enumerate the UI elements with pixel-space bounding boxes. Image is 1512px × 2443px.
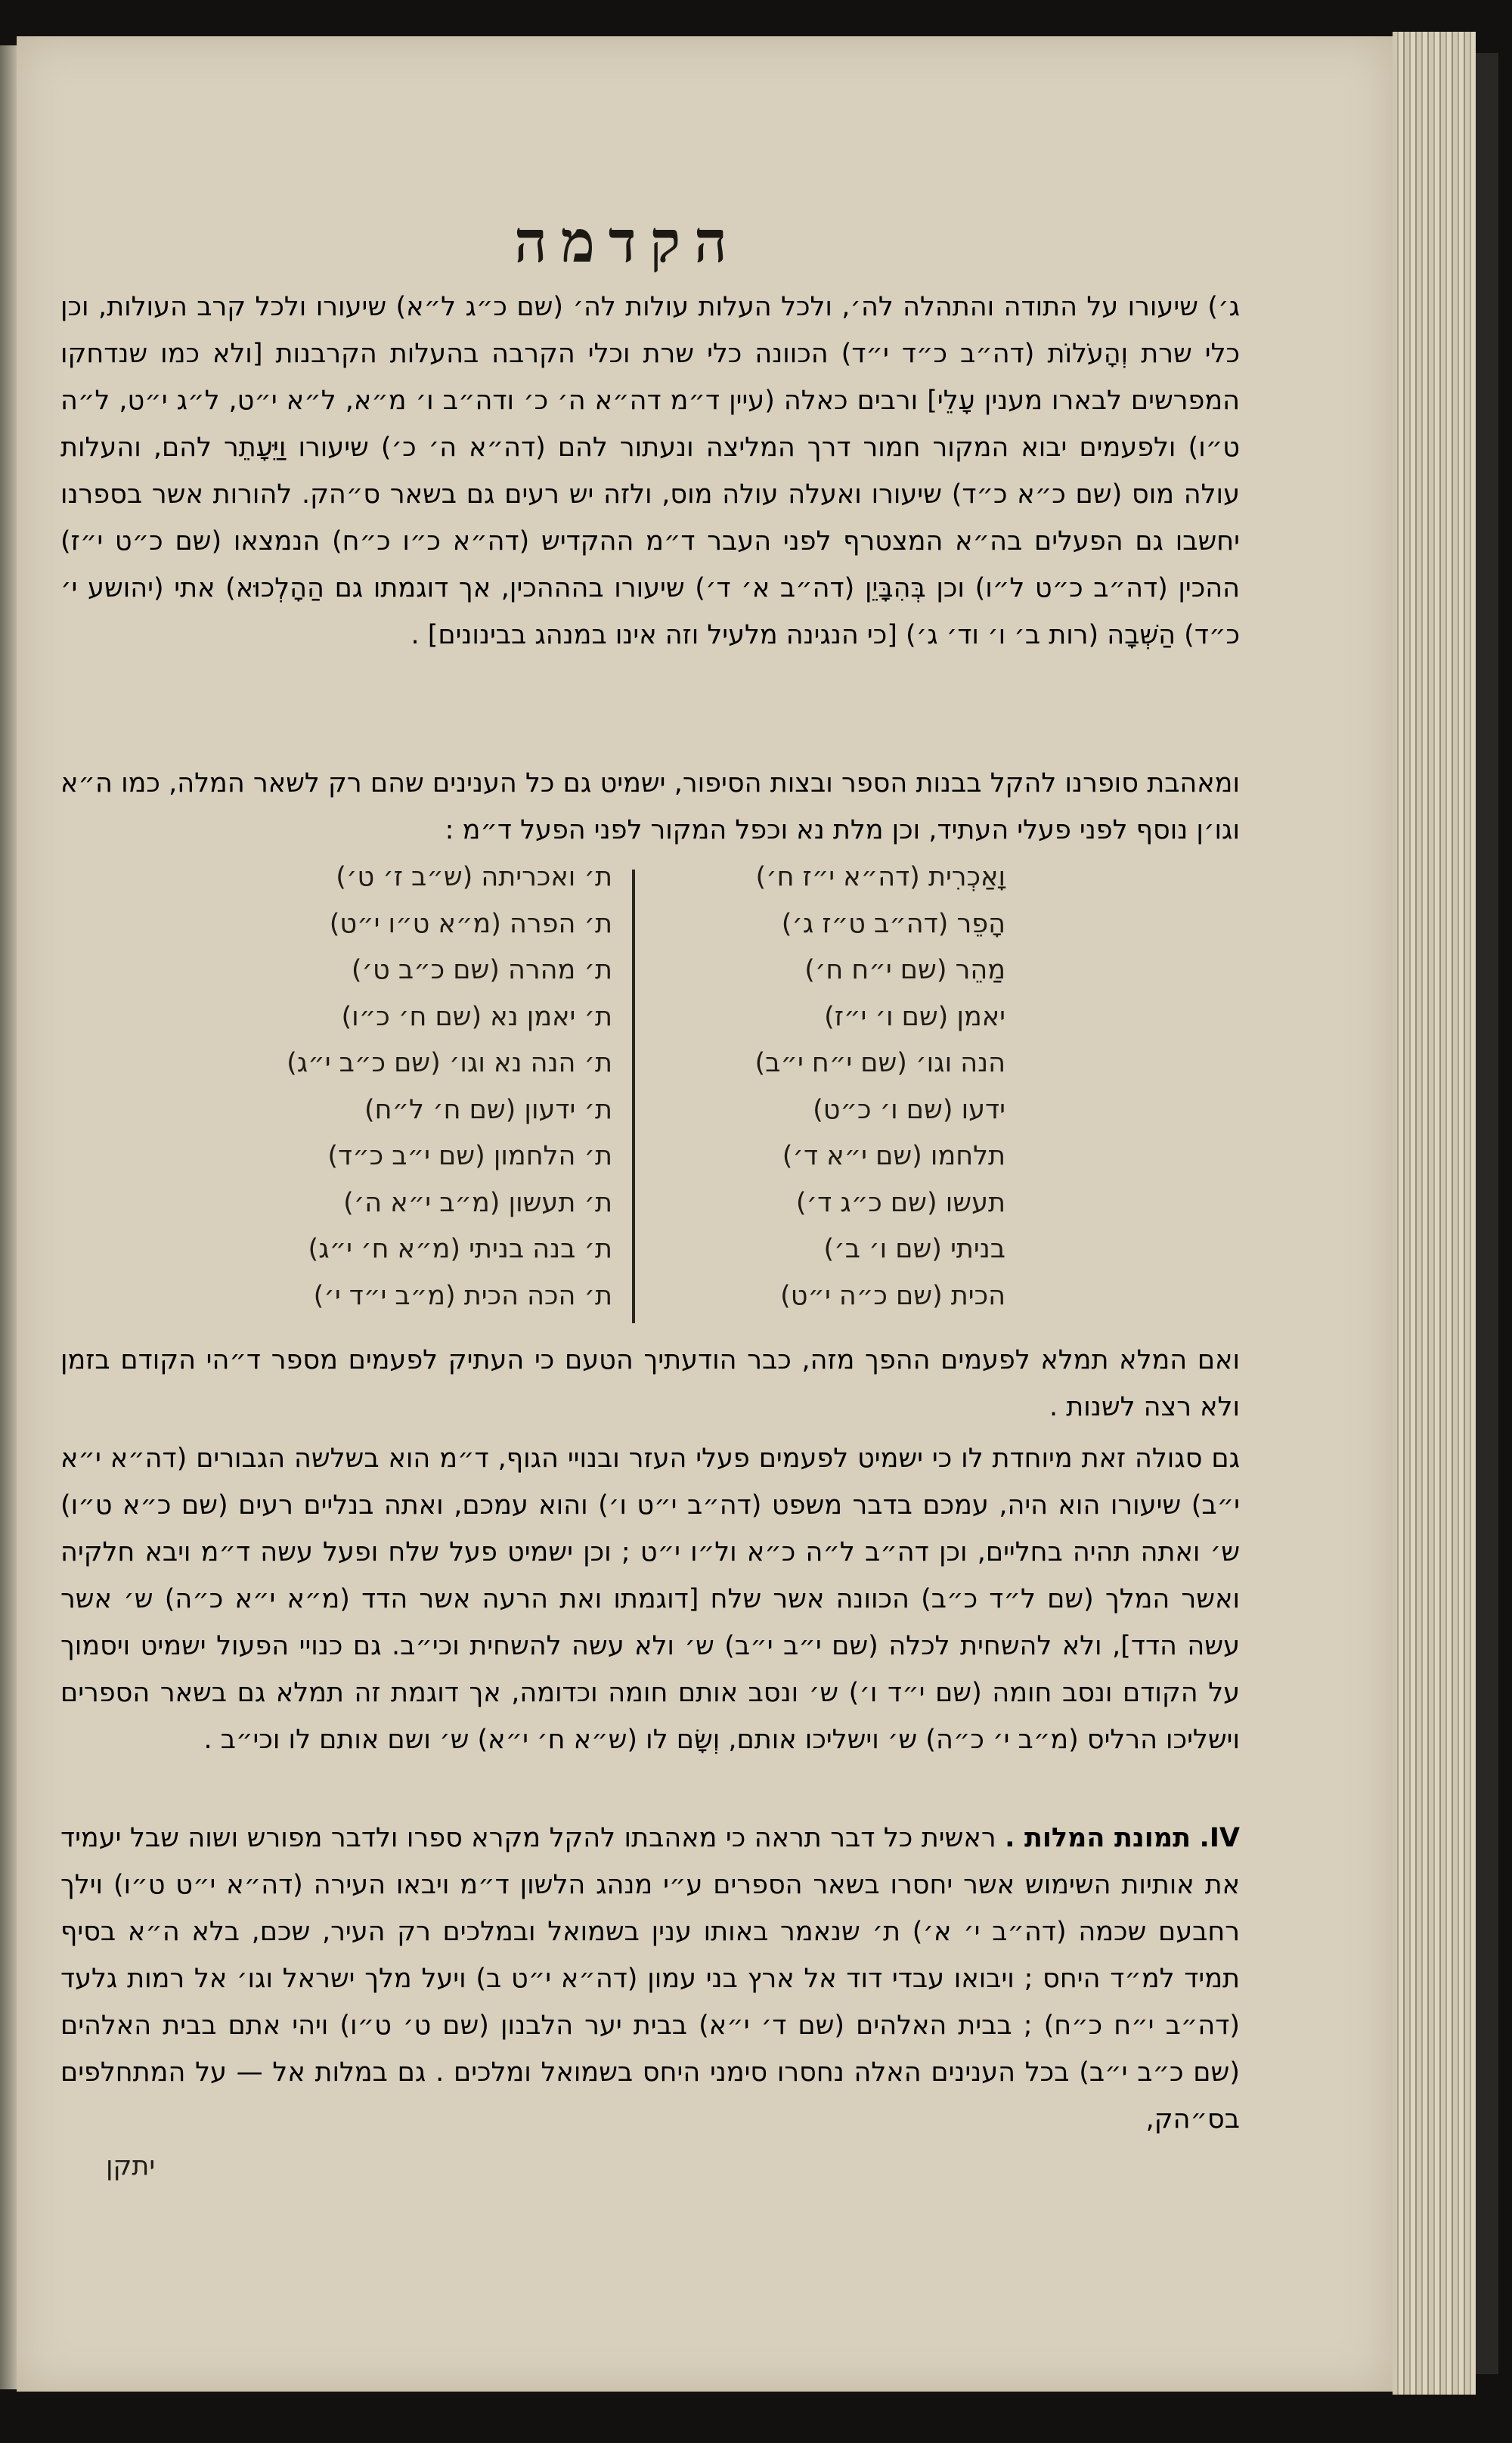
book-spine xyxy=(0,45,17,2389)
example-left-row: ת׳ הלחמון (שם י״ב כ״ד) xyxy=(327,1141,612,1171)
section-heading: תמונת המלות . xyxy=(1005,1823,1191,1853)
examples-table xyxy=(280,854,1005,1331)
section-body: ראשית כל דבר תראה כי מאהבתו להקל מקרא ספרו ולדבר מפורש ושוה שבל יעמיד את אותיות השימוש אשר יחסרו בשאר הספרים ע״י מנהג הלשון ד״מ ויבאו העירה (דה״א י״ט ט״ו) וילך רחבעם שכמה (דה״ב י׳ א׳) ת׳ שנאמר באותו ענין בשמואל ובמלכים רק העיר, שכם, בלא ה״א בסיף תמיד למ״ד היחס ; ויבואו עבדי דוד אל ארץ בני עמון (דה״א י״ט ב) ויעל מלך ישראל וגו׳ אל רמות גלעד (דה״ב י״ח כ״ח) ; בבית האלהים (שם ד׳ י״א) בבית יער הלבנון (שם ט׳ ט״ו) ויהי אתם בבית האלהים (שם כ״ב י״ב) בכל הענינים האלה נחסרו סימני היחס בשמואל ומלכים . גם במלות אל — על המתחלפים בס״הק, xyxy=(60,1823,1240,2135)
example-right-row: הָפֵר (דה״ב ט״ז ג׳) xyxy=(781,908,1005,939)
catchword: יתקן xyxy=(106,2151,156,2181)
examples-column-right xyxy=(673,854,1005,1319)
example-left-row: ת׳ תעשון (מ״ב י״א ה׳) xyxy=(343,1187,612,1218)
example-left-row: ת׳ הנה נא וגו׳ (שם כ״ב י״ג) xyxy=(287,1048,612,1078)
paragraph-4 xyxy=(60,1435,1240,1763)
example-left-row: ת׳ הפרה (מ״א ט״ו י״ט) xyxy=(329,908,612,939)
example-right-row: תעשו (שם כ״ג ד׳) xyxy=(795,1187,1005,1218)
paragraph-1-text: ג׳) שיעורו על התודה והתהלה לה׳, ולכל העלות עולות לה׳ (שם כ״ג ל״א) שיעורו ולכל קרב העולות, וכן כלי שרת וְהָעֹלוֹת (דה״ב כ״ד י״ד) הכוונה כלי שרת וכלי הקרבה בהעלות הקרבנות [ולא כמו שנדחקו המפרשים לבארו מענין עָלֵי] ורבים כאלה (עיין ד״מ דה״א ה׳ כ׳ ודה״ב ו׳ מ״א, ל״א י״ט, ל״ג י״ט, ל״ה ט״ו) ולפעמים יבוא המקור חמור דרך המליצה ונעתור להם (דה״א ה׳ כ׳) שיעורו וַיֵּעָתֵר להם, והעלות עולה מוס (שם כ״א כ״ד) שיעורו ואעלה עולה מוס, ולזה יש רעים גם בשאר ס״הק. להורות אשר בספרנו יחשבו גם הפעלים בה״א המצטרף לפני העבר ד״מ ההקדיש (דה״א כ״ו כ״ח) הנמצאו (שם כ״ט י״ז) ההכין (דה״ב כ״ט ל״ו) וכן בְּהִבָּיֵן (דה״ב א׳ ד׳) שיעורו בהההכין, אך דוגמתו גם הַהָלְכוּא) אתי (יהושע י׳ כ״ד) הַשְּׁבָה (רות ב׳ ו׳ וד׳ ג׳) [כי הנגינה מלעיל וזה אינו במנהג בבינונים] . xyxy=(60,292,1240,650)
example-left-row: ת׳ הכה הכית (מ״ב י״ד י׳) xyxy=(313,1280,612,1311)
example-right-row: וָאַכְרִית (דה״א י״ז ח׳) xyxy=(755,862,1005,892)
example-left-row: ת׳ בנה בניתי (מ״א ח׳ י״ג) xyxy=(308,1234,612,1264)
paragraph-4-text: גם סגולה זאת מיוחדת לו כי ישמיט לפעמים פעלי העזר ובנויי הגוף, ד״מ הוא בשלשה הגבורים (דה״א י״א י״ב) שיעורו הוא היה, עמכם בדבר משפט (דה״ב י״ט ו׳) והוא עמכם, ואתה בנליים רעים (שם כ״א ט״ו) ש׳ ואתה תהיה בחליים, וכן דה״ב ל״ה כ״א ול״ו י״ט ; וכן ישמיט פעל שלח ופעל עשה ד״מ ויבא חלקיה ואשר המלך (שם ל״ד כ״ב) הכוונה אשר שלח [דוגמתו ואת הרעה אשר הדד (מ״א י״א כ״ה) ש׳ אשר עשה הדד], ולא להשחית לכלה (שם י״ב י״ב) ש׳ ולא עשה להשחית וכי״ב. גם כנויי הפעול ישמיט ויסמוך על הקודם ונסב חומה (שם י״ד ו׳) ש׳ ונסב אותם חומה וכדומה, אך דוגמת זה תמלא גם בשאר הספרים וישליכו הרליס (מ״ב י׳ כ״ה) ש׳ וישליכו אותם, וְשָׂם לו (ש״א ח׳ י״א) ש׳ ושם אותם לו וכי״ב . xyxy=(60,1443,1240,1755)
example-right-row: בניתי (שם ו׳ ב׳) xyxy=(823,1234,1005,1264)
example-right-row: יאמן (שם ו׳ י״ז) xyxy=(824,1001,1005,1032)
section-number: IV. xyxy=(1199,1823,1240,1853)
example-left-row: ת׳ מהרה (שם כ״ב ט׳) xyxy=(351,955,612,985)
example-right-row: תלחמו (שם י״א ד׳) xyxy=(782,1141,1005,1171)
example-right-row: הנה וגו׳ (שם י״ח י״ב) xyxy=(754,1048,1005,1078)
paragraph-3-text: ואם המלא תמלא לפעמים ההפך מזה, כבר הודעתיך הטעם כי העתיק לפעמים מספר ד״הי הקודם בזמן ולא רצה לשנות . xyxy=(60,1345,1240,1422)
paragraph-5 xyxy=(60,1815,1240,2143)
page-title: הקדמה xyxy=(514,208,741,275)
example-left-row: ת׳ ידעון (שם ח׳ ל״ח) xyxy=(364,1094,612,1125)
book-cover-edge xyxy=(1476,53,1498,2374)
example-right-row: מַהֵר (שם י״ח ח׳) xyxy=(804,955,1005,985)
paragraph-5-text xyxy=(60,1815,1240,2143)
example-left-row: ת׳ ואכריתה (ש״ב ז׳ ט׳) xyxy=(336,862,612,892)
paragraph-2 xyxy=(60,760,1240,854)
paragraph-1 xyxy=(60,284,1240,659)
example-left-row: ת׳ יאמן נא (שם ח׳ כ״ו) xyxy=(341,1001,612,1032)
paragraph-2-text: ומאהבת סופרנו להקל בבנות הספר ובצות הסיפור, ישמיט גם כל הענינים שהם רק לשאר המלה, כמו ה״א וגו׳ן נוסף לפני פעלי העתיד, וכן מלת נא וכפל המקור לפני הפעל ד״מ : xyxy=(60,768,1240,845)
paragraph-3 xyxy=(60,1337,1240,1431)
page-edges xyxy=(1393,32,1476,2395)
example-right-row: ידעו (שם ו׳ כ״ט) xyxy=(813,1094,1005,1125)
column-divider xyxy=(632,870,635,1323)
example-right-row: הכית (שם כ״ה י״ט) xyxy=(780,1280,1005,1311)
examples-column-left xyxy=(280,854,612,1319)
